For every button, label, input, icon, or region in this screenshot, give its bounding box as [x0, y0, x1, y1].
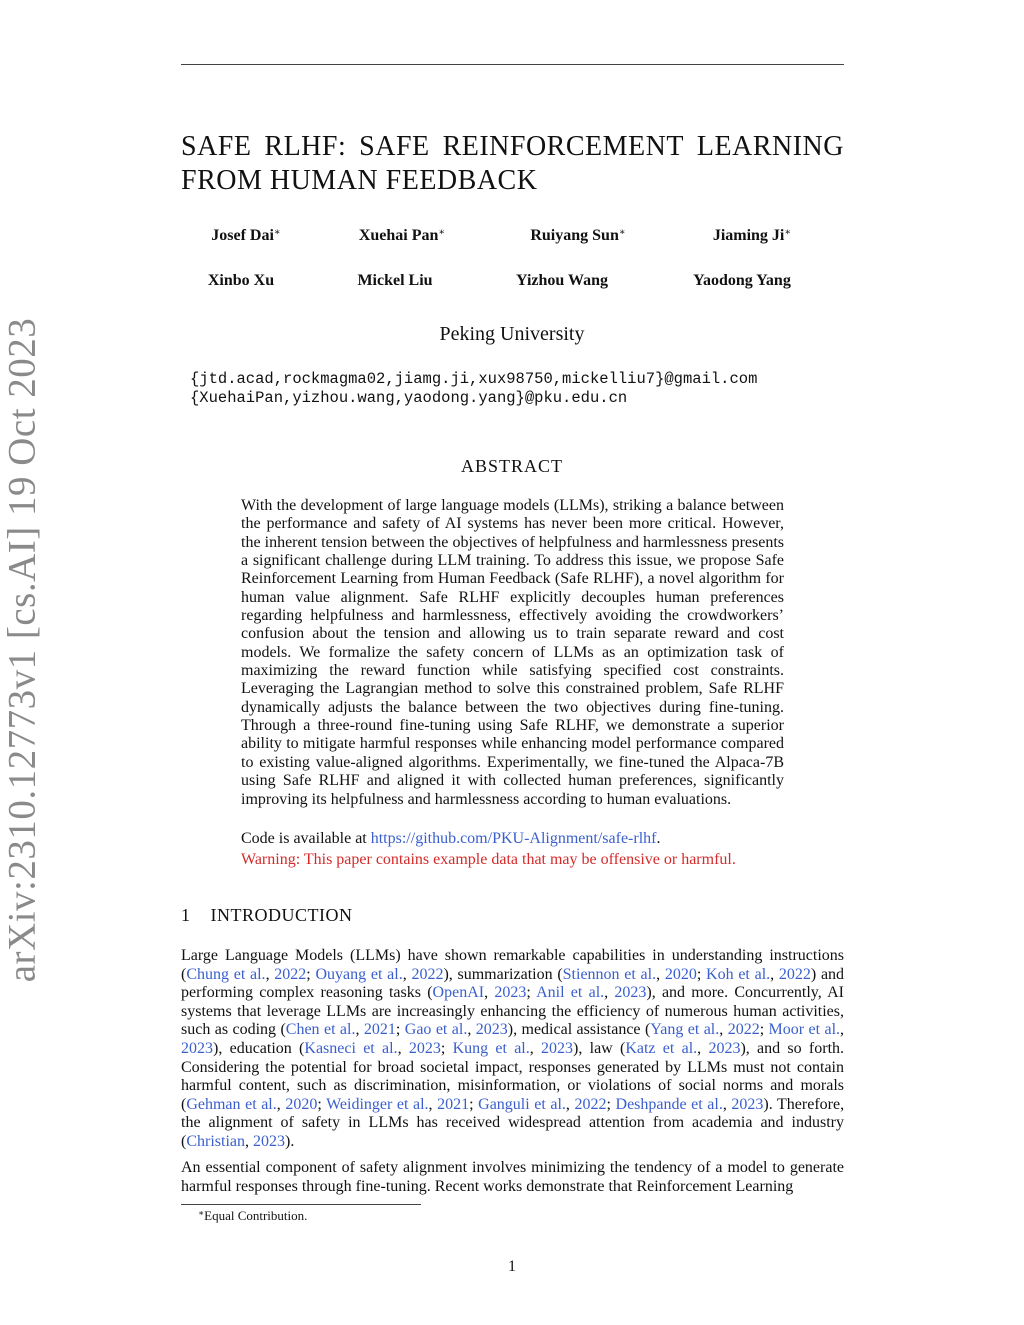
- citation-link[interactable]: 2022: [727, 1021, 760, 1039]
- citation-link[interactable]: OpenAI: [432, 984, 485, 1002]
- citation-link[interactable]: 2020: [664, 965, 697, 983]
- title-word: RLHF:: [264, 131, 347, 162]
- arxiv-identifier-text: arXiv:2310.12773v1 [cs.AI] 19 Oct 2023: [0, 317, 44, 983]
- citation-link[interactable]: 2021: [437, 1095, 470, 1113]
- citation-link[interactable]: Moor et al.: [768, 1021, 841, 1039]
- warning-text: Warning: This paper contains example data that may be offensive or harmful.: [241, 851, 736, 868]
- header-rule: [181, 64, 844, 65]
- citation-link[interactable]: 2023: [408, 1039, 441, 1057]
- paragraph-text: ;: [606, 1095, 616, 1113]
- author: Josef Dai∗: [211, 227, 281, 244]
- author: Ruiyang Sun∗: [530, 227, 626, 244]
- citation-link[interactable]: Yang et al.: [650, 1021, 720, 1039]
- intro-paragraph-1: [181, 947, 844, 1152]
- paragraph-text: ;: [395, 1021, 405, 1039]
- author: Xuehai Pan∗: [358, 227, 446, 244]
- paragraph-text: ), law (: [573, 1039, 626, 1057]
- paragraph-text: ,: [656, 965, 665, 983]
- citation-link[interactable]: 2023: [475, 1021, 508, 1039]
- paragraph-text: ).: [285, 1132, 295, 1150]
- citation-link[interactable]: 2022: [778, 965, 811, 983]
- paragraph-text: ). Therefore, the alignment of safety in LLMs has received widespread attention from academia and industry (: [181, 1095, 845, 1150]
- paragraph-text: ,: [276, 1095, 286, 1113]
- citation-link[interactable]: Kung et al.: [452, 1039, 530, 1057]
- citation-link[interactable]: Chen et al.: [285, 1021, 356, 1039]
- page-number: 1: [508, 1258, 516, 1275]
- paragraph-text: ;: [759, 1021, 769, 1039]
- section-title: INTRODUCTION: [210, 905, 353, 925]
- title-word: SAFE: [181, 131, 252, 162]
- paragraph-text: ), summarization (: [443, 965, 563, 983]
- paragraph-text: ,: [402, 965, 412, 983]
- citation-link[interactable]: 2020: [285, 1095, 318, 1113]
- citation-link[interactable]: 2021: [363, 1021, 396, 1039]
- code-availability: [241, 830, 660, 848]
- title-word: SAFE: [359, 131, 430, 162]
- affiliation: Peking University: [439, 323, 585, 345]
- citation-link[interactable]: Anil et al.: [536, 984, 605, 1002]
- paragraph-text: ), education (: [213, 1039, 305, 1057]
- code-prefix: Code is available at: [241, 830, 371, 847]
- author: Yaodong Yang: [693, 272, 791, 289]
- paragraph-text: Large Language Models (LLMs) have shown remarkable capabilities in understanding instructions (: [181, 947, 844, 983]
- citation-link[interactable]: Stiennon et al.: [562, 965, 657, 983]
- author: Mickel Liu: [357, 272, 433, 289]
- paragraph-text: ,: [719, 1021, 728, 1039]
- title-word: LEARNING: [696, 131, 844, 162]
- citation-link[interactable]: Christian: [186, 1132, 245, 1150]
- citation-link[interactable]: 2023: [181, 1039, 213, 1057]
- citation-link[interactable]: 2023: [708, 1039, 741, 1057]
- paragraph-text: ,: [840, 1021, 845, 1039]
- paragraph-text: ) and performing complex reasoning tasks (: [181, 965, 845, 1002]
- paragraph-text: ;: [440, 1039, 453, 1057]
- citation-link[interactable]: Ganguli et al.: [478, 1095, 566, 1113]
- citation-link[interactable]: Deshpande et al.: [615, 1095, 723, 1113]
- paragraph-text: ,: [529, 1039, 542, 1057]
- code-link[interactable]: https://github.com/PKU-Alignment/safe-rlhf: [370, 830, 657, 847]
- citation-link[interactable]: Gao et al.: [404, 1021, 468, 1039]
- citation-link[interactable]: 2022: [411, 965, 444, 983]
- email-line: {XuehaiPan,yizhou.wang,yaodong.yang}@pku.edu.cn: [190, 389, 628, 407]
- paragraph-text: ,: [722, 1095, 732, 1113]
- citation-link[interactable]: Koh et al.: [706, 965, 771, 983]
- citation-link[interactable]: 2022: [274, 965, 307, 983]
- citation-link[interactable]: Weidinger et al.: [326, 1095, 429, 1113]
- citation-link[interactable]: 2023: [494, 984, 527, 1002]
- citation-link[interactable]: Katz et al.: [625, 1039, 698, 1057]
- paragraph-text: ,: [428, 1095, 438, 1113]
- paragraph-text: ,: [355, 1021, 364, 1039]
- abstract-body: With the development of large language models (LLMs), striking a balance between the performance and safety of AI systems has never been more critical. However, the inherent tension between the objectives of helpfulness and harmlessness presents a significant challenge during LLM training. To address this issue, we propose Safe Reinforcement Learning from Human Feedback (Safe RLHF), a novel algorithm for human value alignment. Safe RLHF explicitly decouples human preferences regarding helpfulness and harmlessness, effectively avoiding the crowdworkers’ confusion about the tension and allowing us to train separate reward and cost models. We formalize the safety concern of LLMs as an optimization task of maximizing the reward function while satisfying specified cost constraints. Leveraging the Lagrangian method to solve this constrained problem, Safe RLHF dynamically adjusts the balance between the two objectives during fine-tuning. Through a three-round fine-tuning using Safe RLHF, we demonstrate a superior ability to mitigate harmful responses while enhancing model performance compared to existing value-aligned algorithms. Experimentally, we fine-tuned the Alpaca-7B using Safe RLHF and aligned it with collected human preferences, significantly improving its helpfulness and harmlessness according to human evaluations.: [241, 497, 784, 808]
- citation-link[interactable]: Ouyang et al.: [315, 965, 403, 983]
- paper-title: [181, 130, 844, 198]
- section-number: 1: [181, 905, 191, 925]
- paragraph-text: ,: [604, 984, 615, 1002]
- citation-link[interactable]: 2022: [574, 1095, 607, 1113]
- paragraph-text: ,: [265, 965, 275, 983]
- author: Jiaming Ji∗: [712, 227, 792, 244]
- title-line-2: FROM HUMAN FEEDBACK: [181, 165, 538, 196]
- abstract-heading: ABSTRACT: [460, 456, 564, 476]
- paragraph-text: ,: [467, 1021, 476, 1039]
- citation-link[interactable]: 2023: [731, 1095, 764, 1113]
- author: Yizhou Wang: [515, 272, 609, 289]
- paragraph-text: ,: [697, 1039, 709, 1057]
- paragraph-text: ), and more. Concurrently, AI systems that leverage LLMs are increasingly enhancing the efficiency of numerous human activities, such as coding (: [181, 984, 844, 1039]
- citation-link[interactable]: Gehman et al.: [186, 1095, 277, 1113]
- paragraph-text: ,: [245, 1132, 253, 1150]
- paragraph-text: ;: [317, 1095, 327, 1113]
- citation-link[interactable]: 2023: [541, 1039, 574, 1057]
- paragraph-text: ,: [397, 1039, 409, 1057]
- footnote: ∗Equal Contribution.: [198, 1208, 308, 1223]
- citation-link[interactable]: Kasneci et al.: [304, 1039, 398, 1057]
- code-suffix: .: [656, 830, 661, 847]
- paragraph-text: ;: [696, 965, 707, 983]
- title-word: REINFORCEMENT: [442, 131, 684, 162]
- paragraph-text: ,: [484, 984, 495, 1002]
- paragraph-text: ;: [469, 1095, 479, 1113]
- section-heading: [181, 905, 352, 926]
- intro-paragraph-2: An essential component of safety alignment involves minimizing the tendency of a model to generate harmful responses through fine-tuning. Recent works demonstrate that Reinforcement Learning: [181, 1159, 844, 1195]
- paragraph-text: ), medical assistance (: [507, 1021, 651, 1039]
- paragraph-text: ), and so forth. Considering the potential for broad societal impact, responses generated by LLMs must not contain harmful content, such as discrimination, misinformation, or violations of social norms and morals (: [181, 1039, 845, 1113]
- paragraph-text: ;: [306, 965, 316, 983]
- citation-link[interactable]: 2023: [253, 1132, 285, 1150]
- footnote-rule: [181, 1204, 421, 1205]
- citation-link[interactable]: Chung et al.: [186, 965, 266, 983]
- email-line: {jtd.acad,rockmagma02,jiamg.ji,xux98750,mickelliu7}@gmail.com: [190, 370, 758, 388]
- citation-link[interactable]: 2023: [614, 984, 647, 1002]
- author: Xinbo Xu: [207, 272, 275, 289]
- paragraph-text: ,: [565, 1095, 575, 1113]
- paragraph-text: ;: [526, 984, 537, 1002]
- paragraph-text: ,: [770, 965, 779, 983]
